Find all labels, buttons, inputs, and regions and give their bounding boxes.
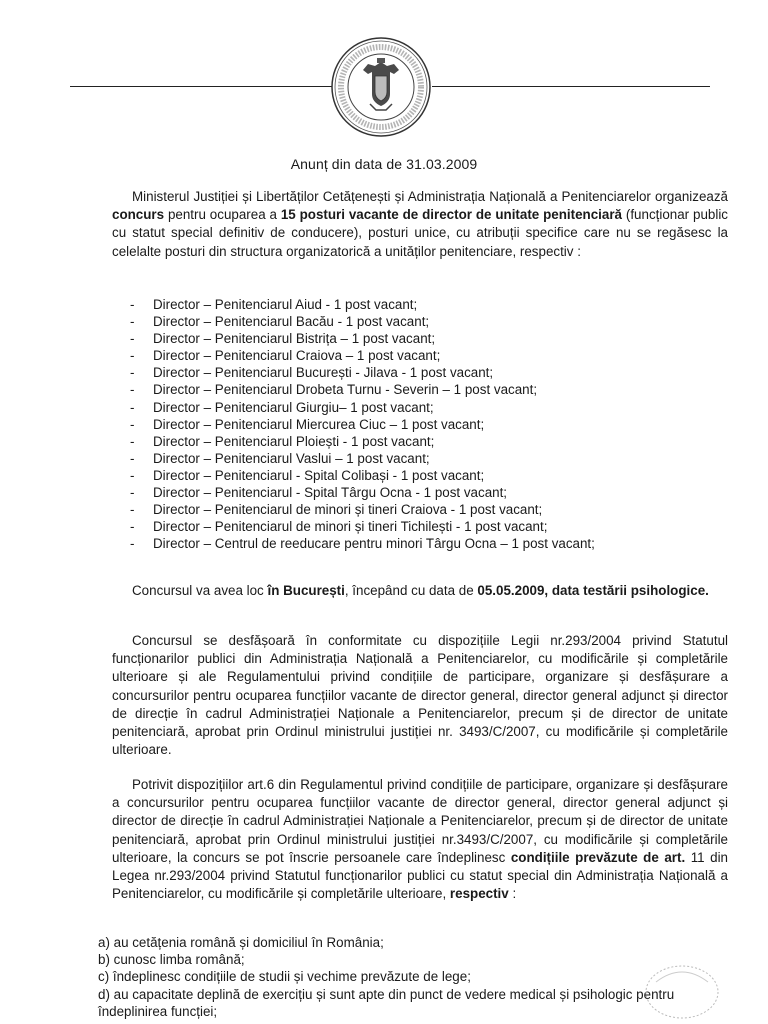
legal-basis-text: Concursul se desfășoară în conformitate cu dispozițiile Legii nr.293/2004 privind Statutul funcționarilor publici din Administrația Națională a Penitenciarelor, cu modificările și completările ulterioare și ale Regulamentului privind condițiile de participare, organizare și desfășurare a concursurilor pentru ocuparea funcțiilor vacante de director general, director general adjunct și director de direcție în cadrul Administrației Naționale a Penitenciarelor, precum și de director de unitate penitenciară, aprobat prin Ordinul ministrului justiției nr. 3493/C/2007, cu modificările și completările ulterioare. <box>112 633 728 758</box>
position-item <box>128 313 728 330</box>
header-rule-right <box>432 86 710 87</box>
position-item <box>128 347 728 364</box>
position-text: Director – Penitenciarul Craiova – 1 post vacant; <box>153 348 441 364</box>
faint-stamp-icon <box>636 952 726 1022</box>
list-dash: - <box>130 519 135 535</box>
position-text: Director – Penitenciarul de minori și tineri Craiova - 1 post vacant; <box>153 502 543 518</box>
eligibility-bold-respectiv: respectiv <box>449 886 509 902</box>
position-text: Director – Penitenciarul Giurgiu– 1 post vacant; <box>153 399 434 415</box>
location-bold-date: 05.05.2009, data testării psihologice. <box>477 583 709 598</box>
list-dash: - <box>130 467 135 483</box>
legal-basis-paragraph <box>112 632 728 759</box>
eligibility-text-3: : <box>508 886 517 902</box>
position-item <box>128 330 728 347</box>
intro-paragraph <box>112 188 728 261</box>
list-dash: - <box>130 450 135 466</box>
position-item <box>128 467 728 484</box>
eligibility-paragraph <box>112 776 728 903</box>
list-dash: - <box>130 348 135 364</box>
list-dash: - <box>130 485 135 501</box>
location-paragraph <box>112 582 728 600</box>
requirement-item: b) cunosc limba română; <box>98 952 245 968</box>
intro-text-3: (funcționar public cu statut special definitiv de conducere), posturi unice, cu atribuții specifice care nu se regăsesc la celelalte posturi din structura organizatorică a unităților penitenciare, respectiv : <box>112 207 728 259</box>
intro-bold-concurs: concurs <box>112 207 165 223</box>
position-item <box>128 450 728 467</box>
position-text: Director – Penitenciarul București - Jilava - 1 post vacant; <box>153 365 494 381</box>
position-item <box>128 364 728 381</box>
position-text: Director – Penitenciarul Vaslui – 1 post vacant; <box>153 450 430 466</box>
intro-text-1: Ministerul Justiției și Libertăților Cetățenești și Administrația Națională a Penitenciarelor organizează <box>132 189 728 204</box>
position-text: Director – Penitenciarul - Spital Târgu Ocna - 1 post vacant; <box>153 485 508 501</box>
requirement-item: a) au cetățenia română și domiciliul în România; <box>98 935 384 950</box>
location-text-1: Concursul va avea loc <box>132 583 268 598</box>
position-item <box>128 416 728 433</box>
position-text: Director – Penitenciarul de minori și tineri Tichilești - 1 post vacant; <box>153 519 548 535</box>
requirement-item: c) îndeplinesc condițiile de studii și vechime prevăzute de lege; <box>98 969 471 985</box>
location-text-2: , începând cu data de <box>344 583 478 598</box>
position-text: Director – Penitenciarul Drobeta Turnu - Severin – 1 post vacant; <box>153 382 538 398</box>
announcement-title: Anunț din data de 31.03.2009 <box>290 156 478 172</box>
header-rule-left <box>70 86 332 87</box>
position-text: Director – Penitenciarul Bacău - 1 post vacant; <box>153 314 430 330</box>
position-text: Director – Centrul de reeducare pentru minori Târgu Ocna – 1 post vacant; <box>153 536 595 552</box>
position-text: Director – Penitenciarul Miercurea Ciuc – 1 post vacant; <box>153 416 485 432</box>
intro-text-2: pentru ocuparea a <box>164 207 281 223</box>
intro-bold-posts: 15 posturi vacante de director de unitate penitenciară <box>280 207 622 223</box>
vacant-positions-list <box>128 296 728 552</box>
position-text: Director – Penitenciarul Bistrița – 1 post vacant; <box>153 331 436 347</box>
ministry-seal-icon <box>330 36 432 138</box>
list-dash: - <box>130 536 135 552</box>
list-dash: - <box>130 399 135 415</box>
position-text: Director – Penitenciarul Ploiești - 1 post vacant; <box>153 433 435 449</box>
position-item <box>128 296 728 313</box>
list-dash: - <box>130 416 135 432</box>
location-bold-city: în București <box>267 583 345 598</box>
list-dash: - <box>130 502 135 518</box>
requirements-list <box>98 934 728 1020</box>
list-dash: - <box>130 433 135 449</box>
position-item <box>128 535 728 552</box>
list-dash: - <box>130 365 135 381</box>
position-item <box>128 484 728 501</box>
eligibility-bold-conditions: condițiile prevăzute de art. <box>510 849 686 865</box>
letterhead <box>0 0 768 140</box>
position-item <box>128 433 728 450</box>
requirement-item: d) au capacitate deplină de exercițiu și sunt apte din punct de vedere medical și psihologic pentru îndeplinirea funcției; <box>98 986 675 1019</box>
list-dash: - <box>130 297 135 312</box>
list-dash: - <box>130 382 135 398</box>
list-dash: - <box>130 331 135 347</box>
list-dash: - <box>130 314 135 330</box>
position-item <box>128 381 728 398</box>
position-text: Director – Penitenciarul Aiud - 1 post vacant; <box>153 297 418 312</box>
eligibility-text-1: Potrivit dispozițiilor art.6 din Regulamentul privind condițiile de participare, organizare și desfășurare a concursurilor pentru ocuparea funcțiilor vacante de director general, director general adjunct și director de direcție în cadrul Administrației Naționale a Penitenciarelor, precum și de director de unitate penitenciară, aprobat prin Ordinul ministrului justiției nr.3493/C/2007, cu modificările și completările ulterioare, la concurs se pot înscrie persoanele care îndeplinesc <box>112 777 728 865</box>
position-item <box>128 501 728 518</box>
position-item <box>128 399 728 416</box>
position-text: Director – Penitenciarul - Spital Colibași - 1 post vacant; <box>153 467 485 483</box>
position-item <box>128 518 728 535</box>
eligibility-text-2: 11 din Legea nr.293/2004 privind Statutul funcționarilor publici cu statut special din Administrația Națională a Penitenciarelor, cu modificările și completările ulterioare, <box>112 849 728 902</box>
